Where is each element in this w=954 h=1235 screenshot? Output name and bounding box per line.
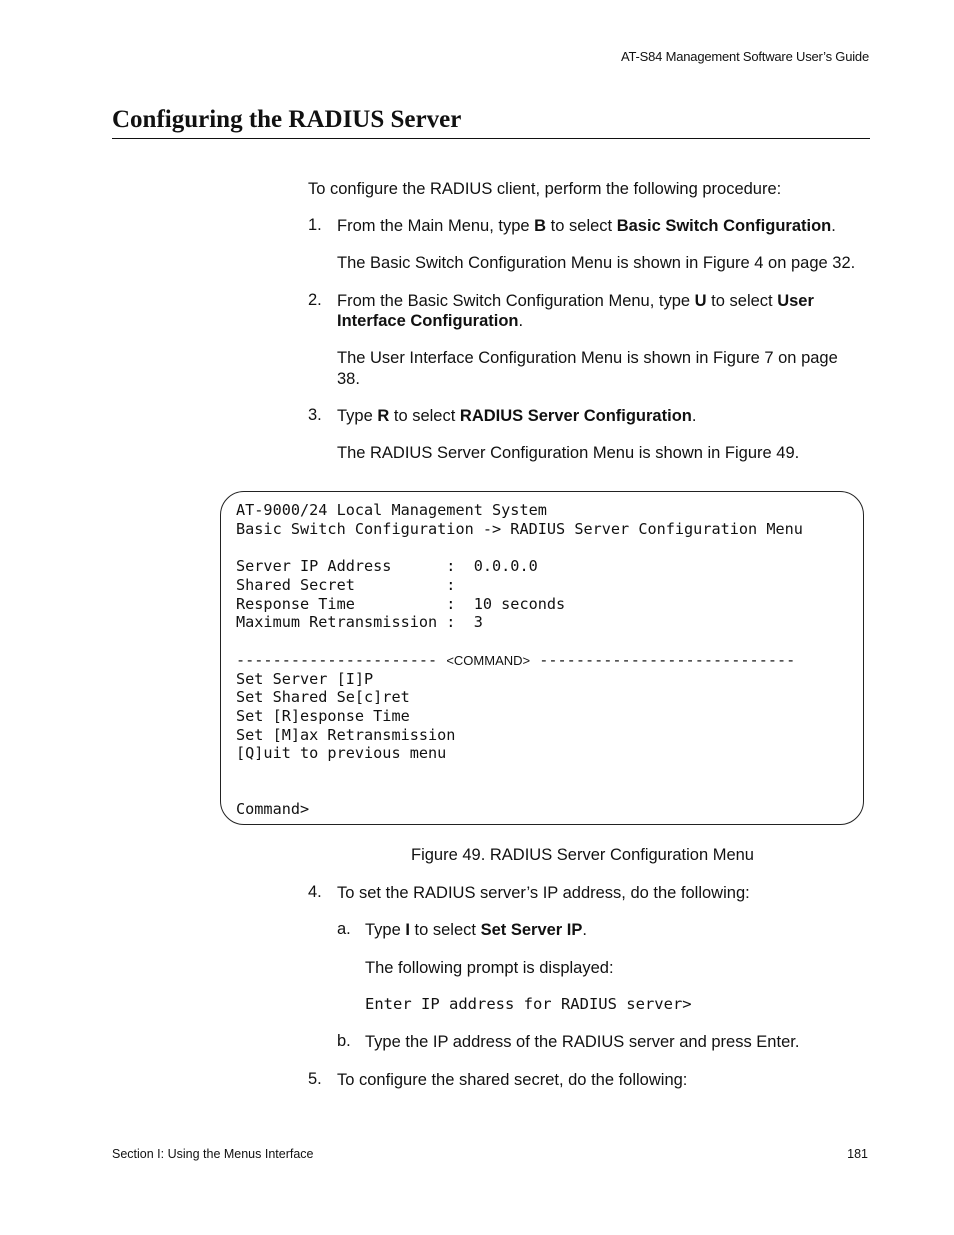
step-2-note-cont: 38. [337,370,360,388]
menu-option-quit: [Q]uit to previous menu [236,744,447,762]
ip-prompt-example: Enter IP address for RADIUS server> [365,995,692,1013]
field-shared-secret: Shared Secret : [236,576,456,594]
step-1-note: The Basic Switch Configuration Menu is shown in Figure 4 on page 32. [337,254,856,272]
step-3-text: Type R to select RADIUS Server Configuration. [337,407,697,425]
step-3-note: The RADIUS Server Configuration Menu is shown in Figure 49. [337,444,800,462]
substep-letter: a. [337,920,351,938]
step-number: 5. [308,1070,322,1088]
step-number: 1. [308,216,322,234]
step-number: 4. [308,883,322,901]
substep-b-text: Type the IP address of the RADIUS server and press Enter. [365,1033,800,1051]
running-header: AT-S84 Management Software User’s Guide [621,49,869,64]
step-4-text: To set the RADIUS server’s IP address, do the following: [337,884,750,902]
figure-caption: Figure 49. RADIUS Server Configuration Menu [411,846,754,864]
terminal-breadcrumb: Basic Switch Configuration -> RADIUS Server Configuration Menu [236,520,803,538]
substep-a-note: The following prompt is displayed: [365,959,614,977]
command-prompt: Command> [236,800,310,818]
step-number: 3. [308,406,322,424]
substep-letter: b. [337,1032,351,1050]
terminal-title: AT-9000/24 Local Management System [236,501,547,519]
menu-option-server-ip: Set Server [I]P [236,670,374,688]
footer-section: Section I: Using the Menus Interface [112,1147,314,1161]
section-heading: Configuring the RADIUS Server [112,106,870,139]
step-1-text: From the Main Menu, type B to select Basic Switch Configuration. [337,217,836,235]
menu-option-response-time: Set [R]esponse Time [236,707,410,725]
step-number: 2. [308,291,322,309]
footer-page-number: 181 [847,1147,868,1161]
substep-a-text: Type I to select Set Server IP. [365,921,587,939]
step-5-text: To configure the shared secret, do the following: [337,1071,688,1089]
step-2-note: The User Interface Configuration Menu is shown in Figure 7 on page [337,349,838,367]
menu-option-shared-secret: Set Shared Se[c]ret [236,688,410,706]
step-2-text: From the Basic Switch Configuration Menu, type U to select User [337,292,814,310]
step-2-text-cont: Interface Configuration. [337,312,524,330]
field-max-retransmission: Maximum Retransmission : 3 [236,613,483,631]
intro-paragraph: To configure the RADIUS client, perform the following procedure: [308,180,782,198]
field-response-time: Response Time : 10 seconds [236,595,566,613]
menu-option-max-retransmission: Set [M]ax Retransmission [236,726,456,744]
command-separator: ---------------------- <COMMAND> ---------------------------- [236,651,796,669]
field-server-ip: Server IP Address : 0.0.0.0 [236,557,538,575]
